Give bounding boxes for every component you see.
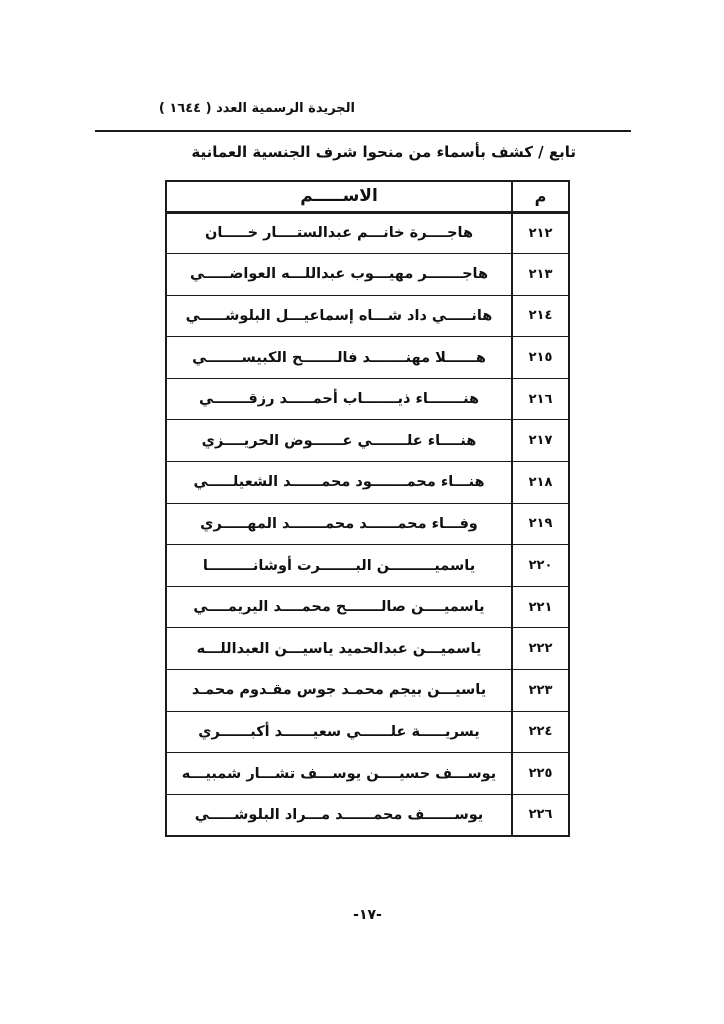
table-row <box>166 628 569 670</box>
table-row <box>166 420 569 462</box>
row-number: ٢٢٥ <box>512 753 569 795</box>
table-row <box>166 254 569 296</box>
row-number: ٢١٥ <box>512 337 569 379</box>
column-header-number: م <box>512 181 569 212</box>
row-number: ٢١٨ <box>512 462 569 504</box>
table-row <box>166 462 569 504</box>
table-header-row <box>166 181 569 212</box>
table-row <box>166 670 569 712</box>
row-name: هاجـــــــر مهيـــوب عبداللـــه العواضـــــي <box>166 254 512 296</box>
row-number: ٢٢٣ <box>512 670 569 712</box>
row-number: ٢٢١ <box>512 586 569 628</box>
names-table <box>165 180 570 837</box>
row-name: يوســــــف محمــــــد مـــراد البلوشـــــي <box>166 794 512 836</box>
header-divider-line <box>95 130 631 132</box>
gazette-header-title: الجريدة الرسمية العدد ( ١٦٤٤ ) <box>158 101 355 116</box>
row-number: ٢١٦ <box>512 378 569 420</box>
row-number: ٢٢٠ <box>512 545 569 587</box>
row-number: ٢٢٦ <box>512 794 569 836</box>
row-number: ٢١٤ <box>512 295 569 337</box>
row-name: ياسميـــن عبدالحميد ياسيـــن العبداللـــه <box>166 628 512 670</box>
row-name: هنــــاء علـــــــي عــــــوض الحريــــزي <box>166 420 512 462</box>
row-name: وفـــاء محمــــــد محمـــــــد المهـــــري <box>166 503 512 545</box>
row-name: ياسيـــن بيجم محمـد جوس مقـدوم محمـد <box>166 670 512 712</box>
row-number: ٢٢٢ <box>512 628 569 670</box>
row-name: هــــــلا مهنـــــــد فالـــــــح الكبيســـــــي <box>166 337 512 379</box>
row-name: ياسميــــن صالـــــــح محمــــد اليريمــــي <box>166 586 512 628</box>
table-row <box>166 794 569 836</box>
row-name: هنـــــــاء ذيـــــــاب أحمـــــد رزقـــــــي <box>166 378 512 420</box>
table-row <box>166 711 569 753</box>
table-row <box>166 545 569 587</box>
row-number: ٢٢٤ <box>512 711 569 753</box>
names-table-body <box>166 212 569 836</box>
table-row <box>166 212 569 254</box>
names-table-head <box>166 181 569 212</box>
row-number: ٢١٩ <box>512 503 569 545</box>
row-name: هاجــــرة خانـــم عبدالستــــار خـــــان <box>166 212 512 254</box>
row-number: ٢١٣ <box>512 254 569 296</box>
table-row <box>166 586 569 628</box>
row-name: هانـــــي داد شـــاه إسماعيـــل البلوشـــــي <box>166 295 512 337</box>
table-row <box>166 503 569 545</box>
table-row <box>166 753 569 795</box>
table-row <box>166 337 569 379</box>
table-row <box>166 378 569 420</box>
row-name: يوســـف حسيــــن يوســـف تشـــار شمبيـــه <box>166 753 512 795</box>
table-row <box>166 295 569 337</box>
page-number: -١٧- <box>353 907 382 923</box>
row-name: يسريـــــة علــــــي سعيــــــد أكبــــــري <box>166 711 512 753</box>
row-name: ياسميـــــــــن البـــــــرت أوشانـــــــــا <box>166 545 512 587</box>
column-header-name: الاســـــم <box>166 181 512 212</box>
row-name: هنـــاء محمـــــــود محمــــــد الشعيلـــــي <box>166 462 512 504</box>
row-number: ٢١٧ <box>512 420 569 462</box>
document-title: تابع / كشف بأسماء من منحوا شرف الجنسية العمانية <box>191 143 576 161</box>
row-number: ٢١٢ <box>512 212 569 254</box>
